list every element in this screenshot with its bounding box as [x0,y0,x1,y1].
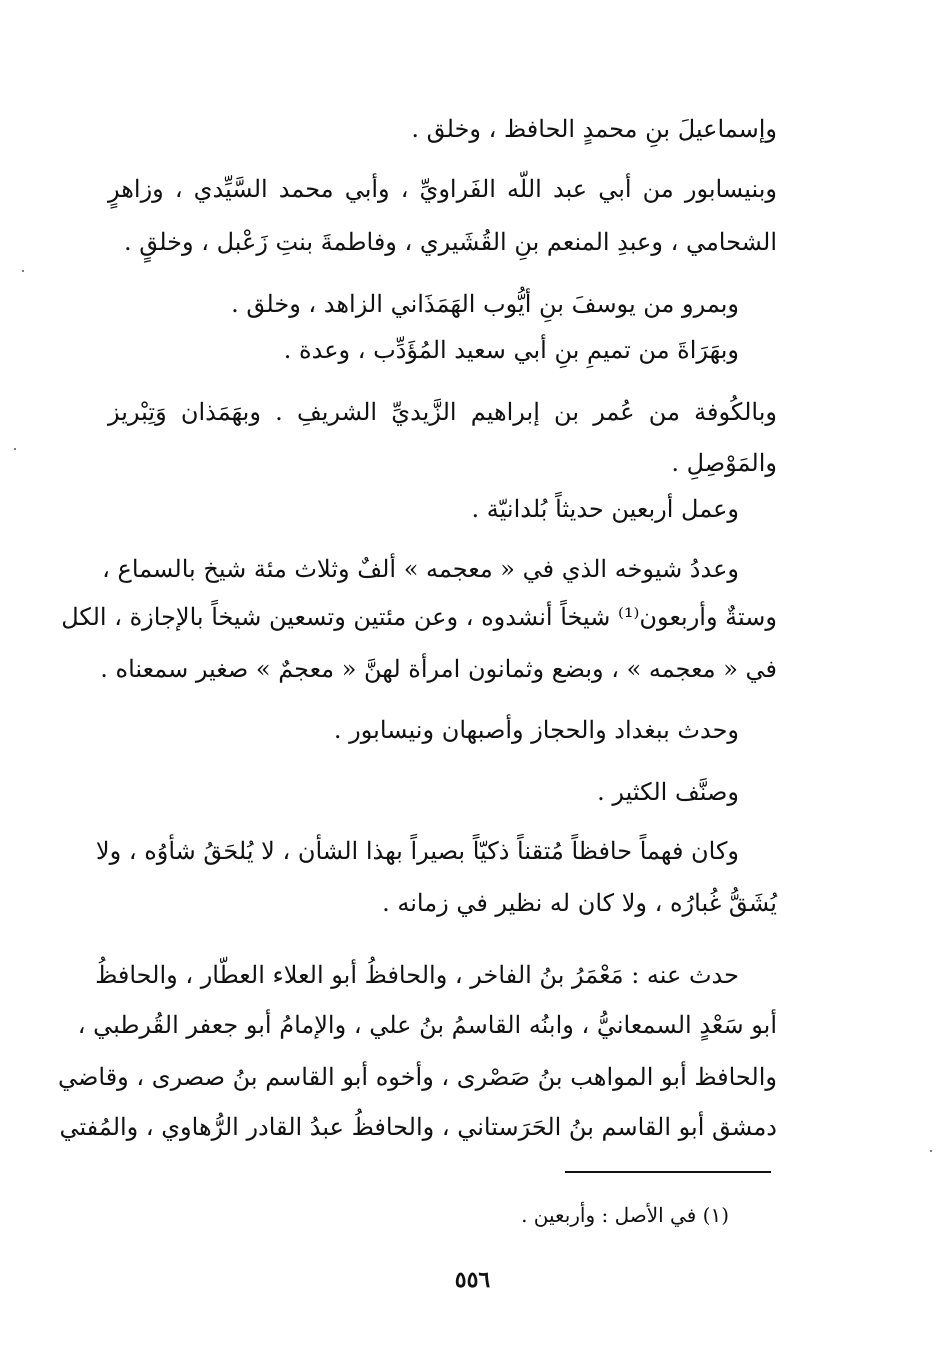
text-line: وبمرو من يوسفَ بنِ أيُّوب الهَمَذَاني الزاهد ، وخلق . [231,290,739,318]
text-line: وعددُ شيوخه الذي في « معجمه » ألفٌ وثلاث مئة شيخ بالسماع ، [102,555,739,583]
footnote: (١) في الأصل : وأربعين . [521,1203,729,1227]
text-line: وحدث ببغداد والحجاز وأصبهان ونيسابور . [333,716,739,744]
scan-speck [14,448,16,450]
text-line: في « معجمه » ، وبضع وثمانون امرأة لهنَّ « معجمٌ » صغير سمعناه . [100,655,777,683]
page-number: ٥٥٦ [454,1267,491,1293]
text-line: وعمل أربعين حديثاً بُلدانيّة . [471,495,739,523]
text-line: وبالكُوفة من عُمر بن إبراهيم الزَّيديِّ الشريفِ . وبهَمَذان وَتِبْريز [108,398,777,426]
text-line: حدث عنه : مَعْمَرُ بنُ الفاخر ، والحافظُ أبو العلاء العطّار ، والحافظُ [95,961,739,989]
text-line: وكان فهماً حافظاً مُتقناً ذكيّاً بصيراً بهذا الشأن ، لا يُلحَقُ شأوُه ، ولا [95,837,739,865]
scan-speck [22,270,24,272]
text-line: وبنيسابور من أبي عبد اللّه الفَراويِّ ، وأبي محمد السَّيِّدي ، وزاهرٍ [108,175,777,203]
text-line: وستةٌ وأربعون⁽¹⁾ شيخاً أنشدوه ، وعن مئتين وتسعين شيخاً بالإجازة ، الكل [61,603,777,631]
text-line: أبو سَعْدٍ السمعانيُّ ، وابنُه القاسمُ بنُ علي ، والإمامُ أبو جعفر القُرطبي ، [77,1011,777,1039]
text-line: الشحامي ، وعبدِ المنعم بنِ القُشَيري ، وفاطمةَ بنتِ زَعْبل ، وخلقٍ . [123,228,777,256]
text-line: والمَوْصِلِ . [671,449,777,477]
text-line: وصنَّف الكثير . [597,778,739,806]
text-line: وإسماعيلَ بنِ محمدٍ الحافظ ، وخلق . [411,115,777,143]
text-line: وبهَرَاةَ من تميمِ بنِ أبي سعيد المُؤَدِّب ، وعدة . [283,336,739,364]
footnote-divider [565,1171,771,1173]
text-line: دمشق أبو القاسم بنُ الحَرَستاني ، والحافظُ عبدُ القادر الرُّهاوي ، والمُفتي [59,1113,777,1141]
scan-speck [930,1150,932,1152]
text-line: يُشَقُّ غُبارُه ، ولا كان له نظير في زمانه . [382,889,777,917]
text-line: والحافظ أبو المواهب بنُ صَصْرى ، وأخوه أبو القاسم بنُ صصرى ، وقاضي [58,1063,777,1091]
